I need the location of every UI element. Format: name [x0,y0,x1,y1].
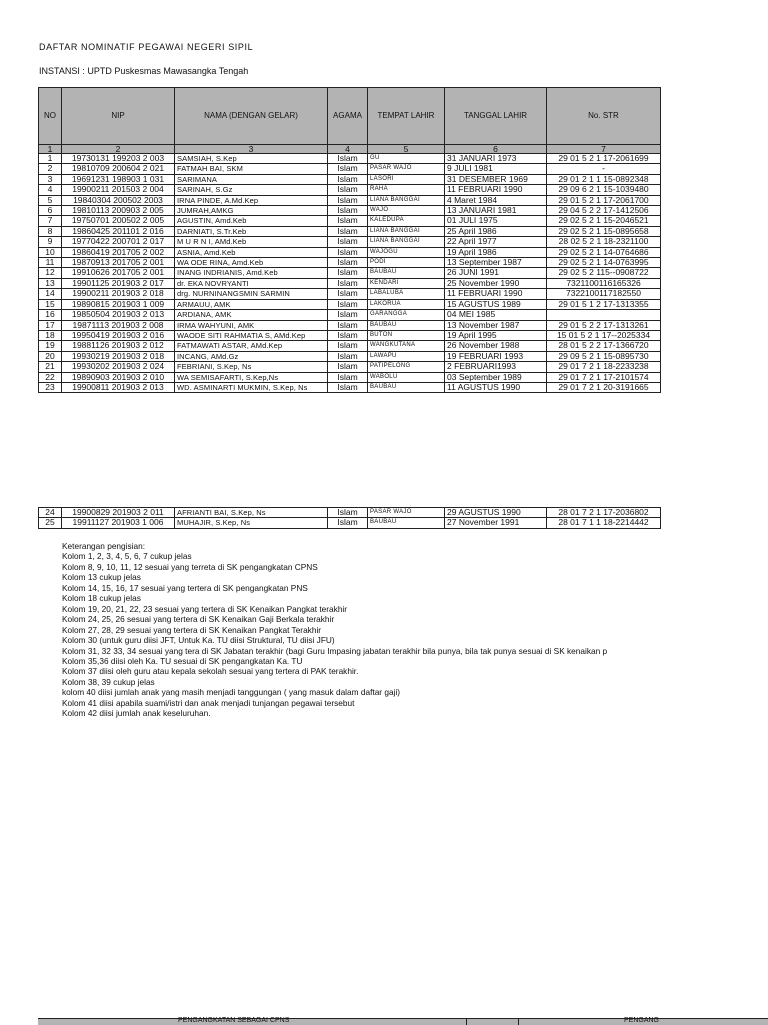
cell-tanggal: 27 November 1991 [445,518,547,528]
cell-tempat: WAJOGU [368,247,445,257]
cell-nama: AFRIANTI BAI, S.Kep, Ns [175,508,328,518]
cell-no: 1 [39,154,62,164]
cell-no: 24 [39,508,62,518]
cell-tempat: LIANA BANGGAI [368,226,445,236]
cell-tanggal: 19 April 1995 [445,330,547,340]
note-line: Kolom 8, 9, 10, 11, 12 sesuai yang terreta di SK pengangkatan CPNS [62,561,318,572]
keterangan-notes [62,541,762,719]
cell-agama: Islam [328,258,368,268]
cell-nip: 19930202 201903 2 024 [62,362,175,372]
note-line: Kolom 31, 32 33, 34 sesuai yang tera di SK Jabatan terakhir (bagi Guru Impasing jabatan terakhir bila punya, bila tak punya sesuai di SK kenaikan p [62,645,608,656]
index-cell: 6 [445,145,547,154]
cell-str: 29 02 5 2 1 14-0764686 [547,247,661,257]
note-line: Kolom 27, 28, 29 sesuai yang tertera di SK Kenaikan Pangkat Terakhir [62,624,322,635]
cell-nip: 19900829 201903 2 011 [62,508,175,518]
cell-no: 9 [39,237,62,247]
note-line: Kolom 41 diisi apabila suami/istri dan anak menjadi tunjangan pegawai tersebut [62,697,355,708]
cell-agama: Islam [328,289,368,299]
cell-agama: Islam [328,508,368,518]
note-line: Kolom 42 diisi jumlah anak keseluruhan. [62,708,211,719]
cell-no: 12 [39,268,62,278]
cell-nip: 19810709 200604 2 021 [62,164,175,174]
cell-str: 29 01 5 1 2 17-1313355 [547,299,661,309]
cell-tanggal: 9 JULI 1981 [445,164,547,174]
cell-agama: Islam [328,195,368,205]
cell-nama: drg. NURNINANGSMIN SARMIN [175,289,328,299]
index-cell: 7 [547,145,661,154]
cell-no: 10 [39,247,62,257]
table-row [39,247,661,257]
cell-nama: SARIMANA [175,174,328,184]
cell-agama: Islam [328,320,368,330]
cell-agama: Islam [328,518,368,528]
table-row [39,237,661,247]
cell-nip: 19860425 201101 2 016 [62,226,175,236]
cell-tempat: BAUBAU [368,518,445,528]
cell-agama: Islam [328,330,368,340]
table-row [39,351,661,361]
cell-tanggal: 11 AGUSTUS 1990 [445,382,547,392]
table-row [39,289,661,299]
cell-nama: DARNIATI, S.Tr.Keb [175,226,328,236]
cell-no: 8 [39,226,62,236]
cell-nama: IRMA WAHYUNI, AMK [175,320,328,330]
header-nama: NAMA (DENGAN GELAR) [175,88,328,145]
footer-left-label: PENGANGKATAN SEBAGAI CPNS [178,1017,290,1024]
cell-agama: Islam [328,247,368,257]
cell-nama: dr. EKA NOVRYANTI [175,278,328,288]
pegawai-table-continued [38,507,661,529]
cell-str: - [547,164,661,174]
cell-no: 4 [39,185,62,195]
cell-nama: MUHAJIR, S.Kep, Ns [175,518,328,528]
note-line: kolom 40 diisi jumlah anak yang masih menjadi tanggungan ( yang masuk dalam daftar gaji) [62,687,401,698]
footer-right-label: PENGANG [624,1017,660,1024]
table-row [39,185,661,195]
cell-nama: FATMAH BAI, SKM [175,164,328,174]
cell-tanggal: 29 AGUSTUS 1990 [445,508,547,518]
cell-tempat: BAUBAU [368,382,445,392]
note-line: Kolom 37 diisi oleh guru atau kepala sekolah sesuai yang tertera di PAK terakhir. [62,666,359,677]
cell-str: 29 02 5 2 115--0908722 [547,268,661,278]
cell-agama: Islam [328,164,368,174]
cell-nip: 19850504 201903 2 013 [62,310,175,320]
table-row [39,382,661,392]
note-line: Kolom 1, 2, 3, 4, 5, 6, 7 cukup jelas [62,551,192,562]
cell-tempat: RAHA [368,185,445,195]
cell-nama: SARINAH, S.Gz [175,185,328,195]
cell-tanggal: 26 November 1988 [445,341,547,351]
cell-str: 7322100117182550 [547,289,661,299]
cell-agama: Islam [328,382,368,392]
cell-nip: 19860419 201705 2 002 [62,247,175,257]
cell-no: 3 [39,174,62,184]
cell-nama: AGUSTIN, Amd.Keb [175,216,328,226]
cell-tempat: WANGKUTANA [368,341,445,351]
header-agama: AGAMA [328,88,368,145]
cell-no: 17 [39,320,62,330]
note-line: Kolom 14, 15, 16, 17 sesuai yang tertera di SK pengangkatan PNS [62,582,308,593]
index-cell: 1 [39,145,62,154]
cell-agama: Islam [328,362,368,372]
cell-tempat: LAKORUA [368,299,445,309]
cell-str: 29 01 7 2 1 17-2101574 [547,372,661,382]
cell-no: 16 [39,310,62,320]
cell-no: 7 [39,216,62,226]
cell-agama: Islam [328,237,368,247]
cell-agama: Islam [328,341,368,351]
cell-str: 15 01 5 2 1 17--2025334 [547,330,661,340]
cell-str: 29 02 5 2 1 15-2046521 [547,216,661,226]
table-body [39,508,661,529]
index-cell: 3 [175,145,328,154]
cell-tempat: PASAR WAJO [368,164,445,174]
cell-nama: INANG INDRIANIS, Amd.Keb [175,268,328,278]
cell-str: 29 01 7 2 1 20-3191665 [547,382,661,392]
table-row [39,341,661,351]
cell-nip: 19930219 201903 2 018 [62,351,175,361]
table-row [39,508,661,518]
note-line: Kolom 18 cukup jelas [62,593,141,604]
cell-tanggal: 13 November 1987 [445,320,547,330]
note-line: Kolom 19, 20, 21, 22, 23 sesuai yang tertera di SK Kenaikan Pangkat terakhir [62,603,348,614]
cell-agama: Islam [328,372,368,382]
cell-no: 6 [39,206,62,216]
cell-nama: M U R N I, AMd.Keb [175,237,328,247]
cell-nama: JUMRAH,AMKG [175,206,328,216]
cell-tempat: LASORI [368,174,445,184]
cell-nama: WAODE SITI RAHMATIA S, AMd.Kep [175,330,328,340]
cell-str: 7321100116165326 [547,278,661,288]
cell-nama: FEBRIANI, S.Kep, Ns [175,362,328,372]
cell-nama: ARMAUU, AMK [175,299,328,309]
cell-nip: 19750701 200502 2 005 [62,216,175,226]
table-row [39,310,661,320]
table-row [39,372,661,382]
table-row [39,518,661,528]
cell-agama: Islam [328,206,368,216]
cell-no: 18 [39,330,62,340]
cell-str: 29 04 5 2 2 17-1412506 [547,206,661,216]
cell-nama: SAMSIAH, S.Kep [175,154,328,164]
note-line: Kolom 13 cukup jelas [62,572,141,583]
cell-agama: Islam [328,216,368,226]
cell-agama: Islam [328,278,368,288]
table-row [39,330,661,340]
cell-agama: Islam [328,226,368,236]
cell-no: 15 [39,299,62,309]
cell-str: 28 02 5 2 1 18-2321100 [547,237,661,247]
cell-nip: 19900811 201903 2 013 [62,382,175,392]
table-row [39,216,661,226]
cell-tanggal: 26 JUNI 1991 [445,268,547,278]
cell-tempat: BUTON [368,330,445,340]
cell-str: 28 01 7 1 1 18-2214442 [547,518,661,528]
cell-no: 14 [39,289,62,299]
cell-no: 20 [39,351,62,361]
cell-agama: Islam [328,174,368,184]
cell-tempat: BAUBAU [368,268,445,278]
cell-tanggal: 25 April 1986 [445,226,547,236]
cell-tanggal: 31 DESEMBER 1969 [445,174,547,184]
cell-tempat: KALEDUPA [368,216,445,226]
cell-str: 29 02 5 2 1 15-0895658 [547,226,661,236]
cell-str: 29 09 6 2 1 15-1039480 [547,185,661,195]
column-divider [466,1019,467,1025]
cell-tanggal: 13 JANUARI 1981 [445,206,547,216]
cell-nip: 19691231 198903 1 031 [62,174,175,184]
table-row [39,164,661,174]
cell-tempat: GU [368,154,445,164]
cell-nip: 19950419 201903 2 016 [62,330,175,340]
cell-str: 29 01 7 2 1 18-2233238 [547,362,661,372]
table-row [39,226,661,236]
table-row [39,195,661,205]
cell-tempat: WAJO [368,206,445,216]
cell-tempat: PASAR WAJO [368,508,445,518]
cell-nip: 19900211 201903 2 018 [62,289,175,299]
note-line: Keterangan pengisian: [62,541,146,551]
instansi-label: INSTANSI : UPTD Puskesmas Mawasangka Tengah [39,66,249,76]
pegawai-table [38,87,661,393]
table-index-row [39,145,661,154]
cell-agama: Islam [328,268,368,278]
cell-tanggal: 03 September 1989 [445,372,547,382]
cell-nip: 19840304 200502 2003 [62,195,175,205]
cell-no: 21 [39,362,62,372]
cell-tanggal: 15 AGUSTUS 1989 [445,299,547,309]
index-cell: 5 [368,145,445,154]
table-row [39,268,661,278]
cell-tempat: LABALUBA [368,289,445,299]
cell-agama: Islam [328,310,368,320]
note-line: Kolom 38, 39 cukup jelas [62,676,155,687]
cell-tanggal: 11 FEBRUARI 1990 [445,185,547,195]
cell-nip: 19900211 201503 2 004 [62,185,175,195]
cell-no: 2 [39,164,62,174]
table-row [39,258,661,268]
cell-nip: 19730131 199203 2 003 [62,154,175,164]
cell-nama: INCANG, AMd.Gz [175,351,328,361]
index-cell: 2 [62,145,175,154]
cell-nip: 19870913 201705 2 001 [62,258,175,268]
cell-str: 29 01 5 2 1 17-2061699 [547,154,661,164]
cell-no: 19 [39,341,62,351]
note-line: Kolom 35,36 diisi oleh Ka. TU sesuai di SK pengangkatan Ka. TU [62,655,303,666]
table-row [39,320,661,330]
cell-tanggal: 01 JULI 1975 [445,216,547,226]
column-divider [518,1019,519,1025]
cell-tanggal: 31 JANUARI 1973 [445,154,547,164]
table-row [39,299,661,309]
cell-nip: 19910626 201705 2 001 [62,268,175,278]
cell-nip: 19881126 201903 2 012 [62,341,175,351]
cell-nip: 19890815 201903 1 009 [62,299,175,309]
cell-nama: ARDIANA, AMK [175,310,328,320]
cell-tanggal: 25 November 1990 [445,278,547,288]
cell-nip: 19901125 201903 2 017 [62,278,175,288]
cell-nama: WA ODE RINA, Amd.Keb [175,258,328,268]
table-row [39,174,661,184]
note-line: Kolom 24, 25, 26 sesuai yang tertera di SK Kenaikan Gaji Berkala terakhir [62,614,335,625]
cell-tanggal: 11 FEBRUARI 1990 [445,289,547,299]
cell-str [547,310,661,320]
cell-nip: 19890903 201903 2 010 [62,372,175,382]
cell-str: 29 01 5 2 2 17-1313261 [547,320,661,330]
table-body [39,154,661,393]
cell-no: 23 [39,382,62,392]
cell-tempat: GARANGGA [368,310,445,320]
cell-tanggal: 13 September 1987 [445,258,547,268]
cell-tempat: KENDARI [368,278,445,288]
cell-tanggal: 04 MEI 1985 [445,310,547,320]
cell-tanggal: 19 April 1986 [445,247,547,257]
cell-agama: Islam [328,299,368,309]
cell-tanggal: 19 FEBRUARI 1993 [445,351,547,361]
cell-str: 28 01 7 2 1 17-2036802 [547,508,661,518]
header-no: NO [39,88,62,145]
cell-no: 5 [39,195,62,205]
cell-tempat: LIANA BANGGAI [368,195,445,205]
cell-no: 11 [39,258,62,268]
cell-tempat: WABOLU [368,372,445,382]
cell-tempat: BAUBAU [368,320,445,330]
cell-nip: 19810113 200903 2 005 [62,206,175,216]
cell-tempat: PODI [368,258,445,268]
note-line: Kolom 30 (untuk guru diisi JFT, Untuk Ka. TU diisi Struktural, TU diisi JFU) [62,635,335,646]
cell-nama: FATMAWATI ASTAR, AMd.Kep [175,341,328,351]
cell-no: 22 [39,372,62,382]
cell-nip: 19911127 201903 1 006 [62,518,175,528]
table-header-row [39,88,661,145]
table-row [39,206,661,216]
cell-tanggal: 22 April 1977 [445,237,547,247]
cell-tanggal: 2 FEBRUARI1993 [445,362,547,372]
cell-str: 29 09 5 2 1 15-0895730 [547,351,661,361]
cell-agama: Islam [328,154,368,164]
header-tanggal-lahir: TANGGAL LAHIR [445,88,547,145]
header-no-str: No. STR [547,88,661,145]
table-row [39,278,661,288]
cell-nama: WA SEMISAFARTI, S.Kep,Ns [175,372,328,382]
cell-str: 29 01 5 2 1 17-2061700 [547,195,661,205]
header-nip: NIP [62,88,175,145]
cell-nip: 19770422 200701 2 017 [62,237,175,247]
table-row [39,362,661,372]
cell-no: 13 [39,278,62,288]
cell-str: 29 02 5 2 1 14-0763995 [547,258,661,268]
cell-str: 29 01 2 1 1 15-0892348 [547,174,661,184]
cell-no: 25 [39,518,62,528]
cell-agama: Islam [328,185,368,195]
header-tempat-lahir: TEMPAT LAHIR [368,88,445,145]
cell-tempat: LIANA BANGGAI [368,237,445,247]
cell-nama: WD. ASMINARTI MUKMIN, S.Kep, Ns [175,382,328,392]
cell-nama: IRNA PINDE, A.Md.Kep [175,195,328,205]
cell-tempat: PATIPELONG [368,362,445,372]
cell-tanggal: 4 Maret 1984 [445,195,547,205]
cell-str: 28 01 5 2 2 17-1366720 [547,341,661,351]
document-title: DAFTAR NOMINATIF PEGAWAI NEGERI SIPIL [39,42,254,52]
cell-agama: Islam [328,351,368,361]
index-cell: 4 [328,145,368,154]
cell-nip: 19871113 201903 2 008 [62,320,175,330]
cell-tempat: LAWAPU [368,351,445,361]
cell-nama: ASNIA, Amd.Keb [175,247,328,257]
table-row [39,154,661,164]
